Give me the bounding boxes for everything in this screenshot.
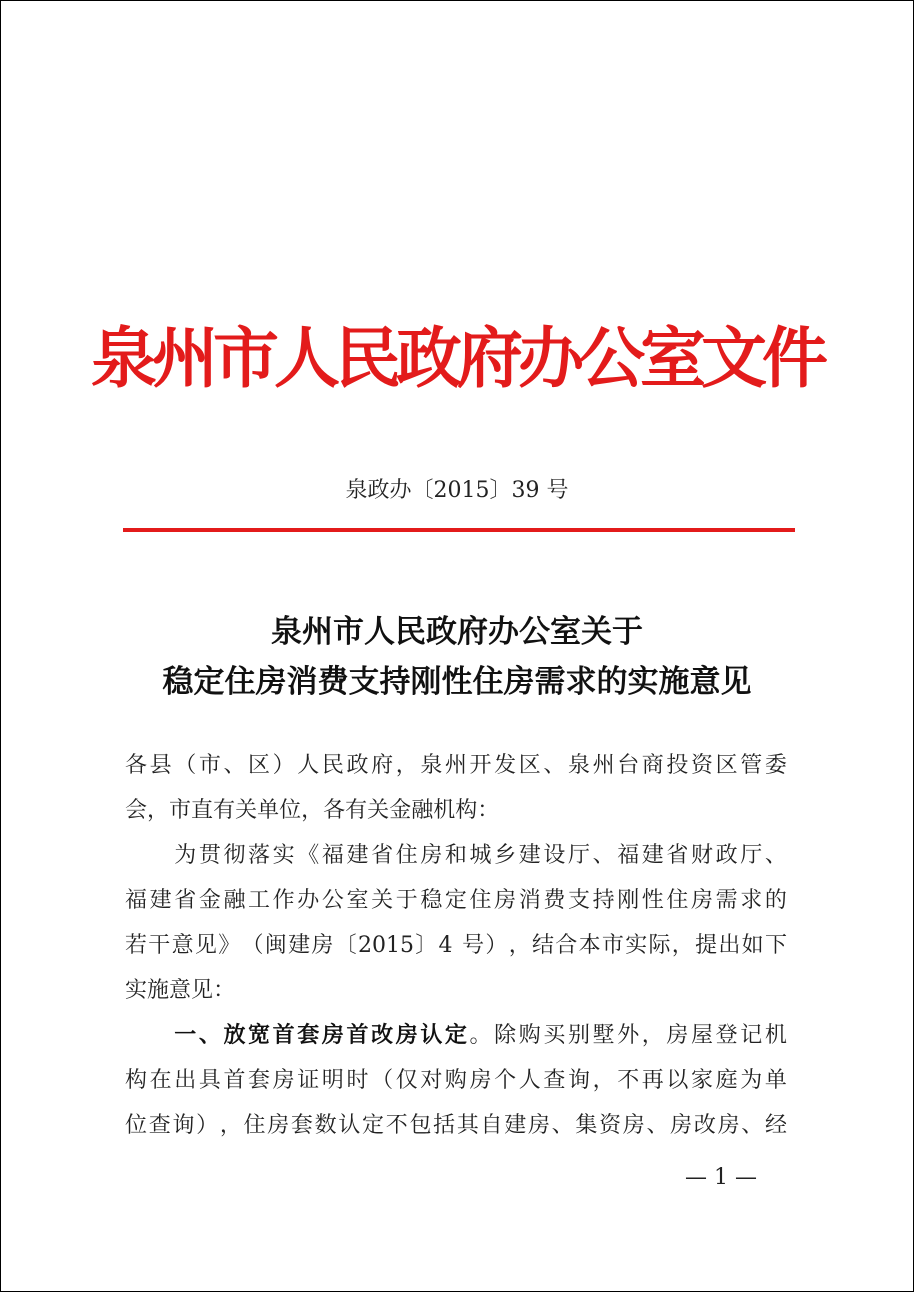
body-line: 各 县 （ 市 、 区 ） 人 民 政 府 ， 泉 州 开 发 区 、 泉 州 台 商 投 资 区 管 委 <box>125 753 787 778</box>
document-body <box>125 743 787 1148</box>
body-line: 一 、 放 宽 首 套 房 首 改 房 认 定 。 除 购 买 别 墅 外 ， 房 屋 登 记 机 <box>174 1022 787 1048</box>
body-line: 位 查 询 ） ， 住 房 套 数 认 定 不 包 括 其 自 建 房 、 集 资 房 、 房 改 房 、 经 <box>125 1113 787 1138</box>
document-title-line-2: 稳定住房消费支持刚性住房需求的实施意见 <box>162 664 752 700</box>
red-divider-line <box>123 528 795 532</box>
issuer-header-title: 泉州市人民政府办公室文件 <box>91 319 823 397</box>
body-line: 构 在 出 具 首 套 房 证 明 时 （ 仅 对 购 房 个 人 查 询 ， 不 再 以 家 庭 为 单 <box>125 1068 787 1093</box>
body-line: 为 贯 彻 落 实 《 福 建 省 住 房 和 城 乡 建 设 厅 、 福 建 省 财 政 厅 、 <box>174 843 787 868</box>
body-line: 福 建 省 金 融 工 作 办 公 室 关 于 稳 定 住 房 消 费 支 持 刚 性 住 房 需 求 的 <box>125 888 787 913</box>
body-line: 会 ， 市 直 有 关 单 位 ， 各 有 关 金 融 机 构 ： <box>125 798 500 823</box>
document-title <box>1 607 913 707</box>
document-title-line-1: 泉州市人民政府办公室关于 <box>271 614 643 650</box>
body-line: 实 施 意 见 ： <box>125 978 236 1003</box>
page-number: — 1 — <box>685 1165 757 1190</box>
document-number: 泉政办〔2015〕39 号 <box>345 478 569 503</box>
body-line: 若 干 意 见 》 （ 闽 建 房 〔 2015 〕 4 号 ） ， 结 合 本 市 实 际 ， 提 出 如 下 <box>125 933 787 958</box>
